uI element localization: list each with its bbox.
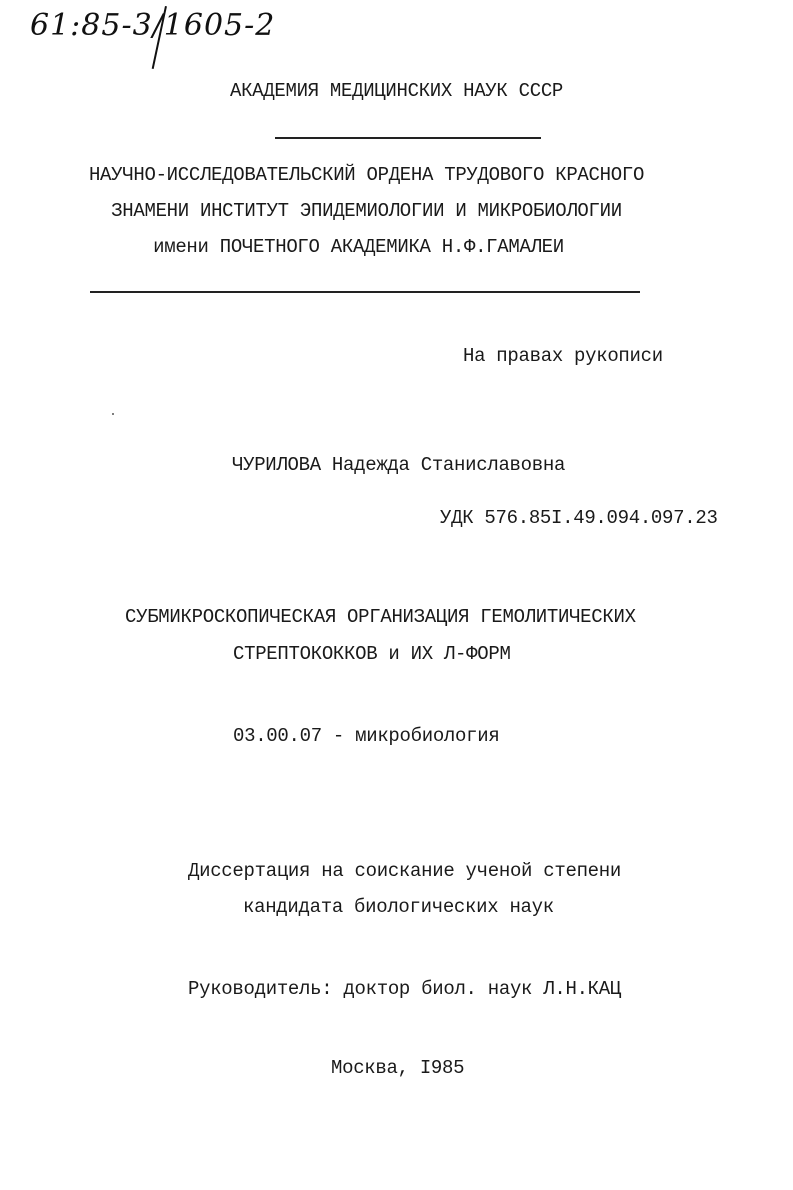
handwritten-catalog-note: 61:85-3/1605-2 (30, 8, 276, 43)
udc-code: УДК 576.85I.49.094.097.23 (440, 507, 718, 529)
author-name: ЧУРИЛОВА Надежда Станиславовна (232, 454, 566, 476)
degree-line-1: Диссертация на соискание ученой степени (188, 860, 621, 882)
dissertation-title-line-1: СУБМИКРОСКОПИЧЕСКАЯ ОРГАНИЗАЦИЯ ГЕМОЛИТИЧЕСКИХ (125, 606, 636, 628)
divider-top (275, 137, 541, 139)
manuscript-rights: На правах рукописи (463, 345, 663, 367)
institute-line-2: ЗНАМЕНИ ИНСТИТУТ ЭПИДЕМИОЛОГИИ И МИКРОБИОЛОГИИ (111, 200, 622, 222)
institute-line-3: имени ПОЧЕТНОГО АКАДЕМИКА Н.Ф.ГАМАЛЕИ (153, 236, 564, 258)
institute-line-1: НАУЧНО-ИССЛЕДОВАТЕЛЬСКИЙ ОРДЕНА ТРУДОВОГО КРАСНОГО (88, 164, 645, 186)
place-year: Москва, I985 (331, 1057, 465, 1079)
academy-name: АКАДЕМИЯ МЕДИЦИНСКИХ НАУК СССР (229, 80, 564, 102)
speck (112, 413, 114, 415)
specialty-code: 03.00.07 - микробиология (233, 725, 500, 747)
divider-bottom (90, 291, 640, 293)
supervisor: Руководитель: доктор биол. наук Л.Н.КАЦ (188, 978, 621, 1000)
degree-line-2: кандидата биологических наук (243, 896, 554, 918)
dissertation-title-line-2: СТРЕПТОКОККОВ и ИХ Л-ФОРМ (233, 643, 511, 665)
